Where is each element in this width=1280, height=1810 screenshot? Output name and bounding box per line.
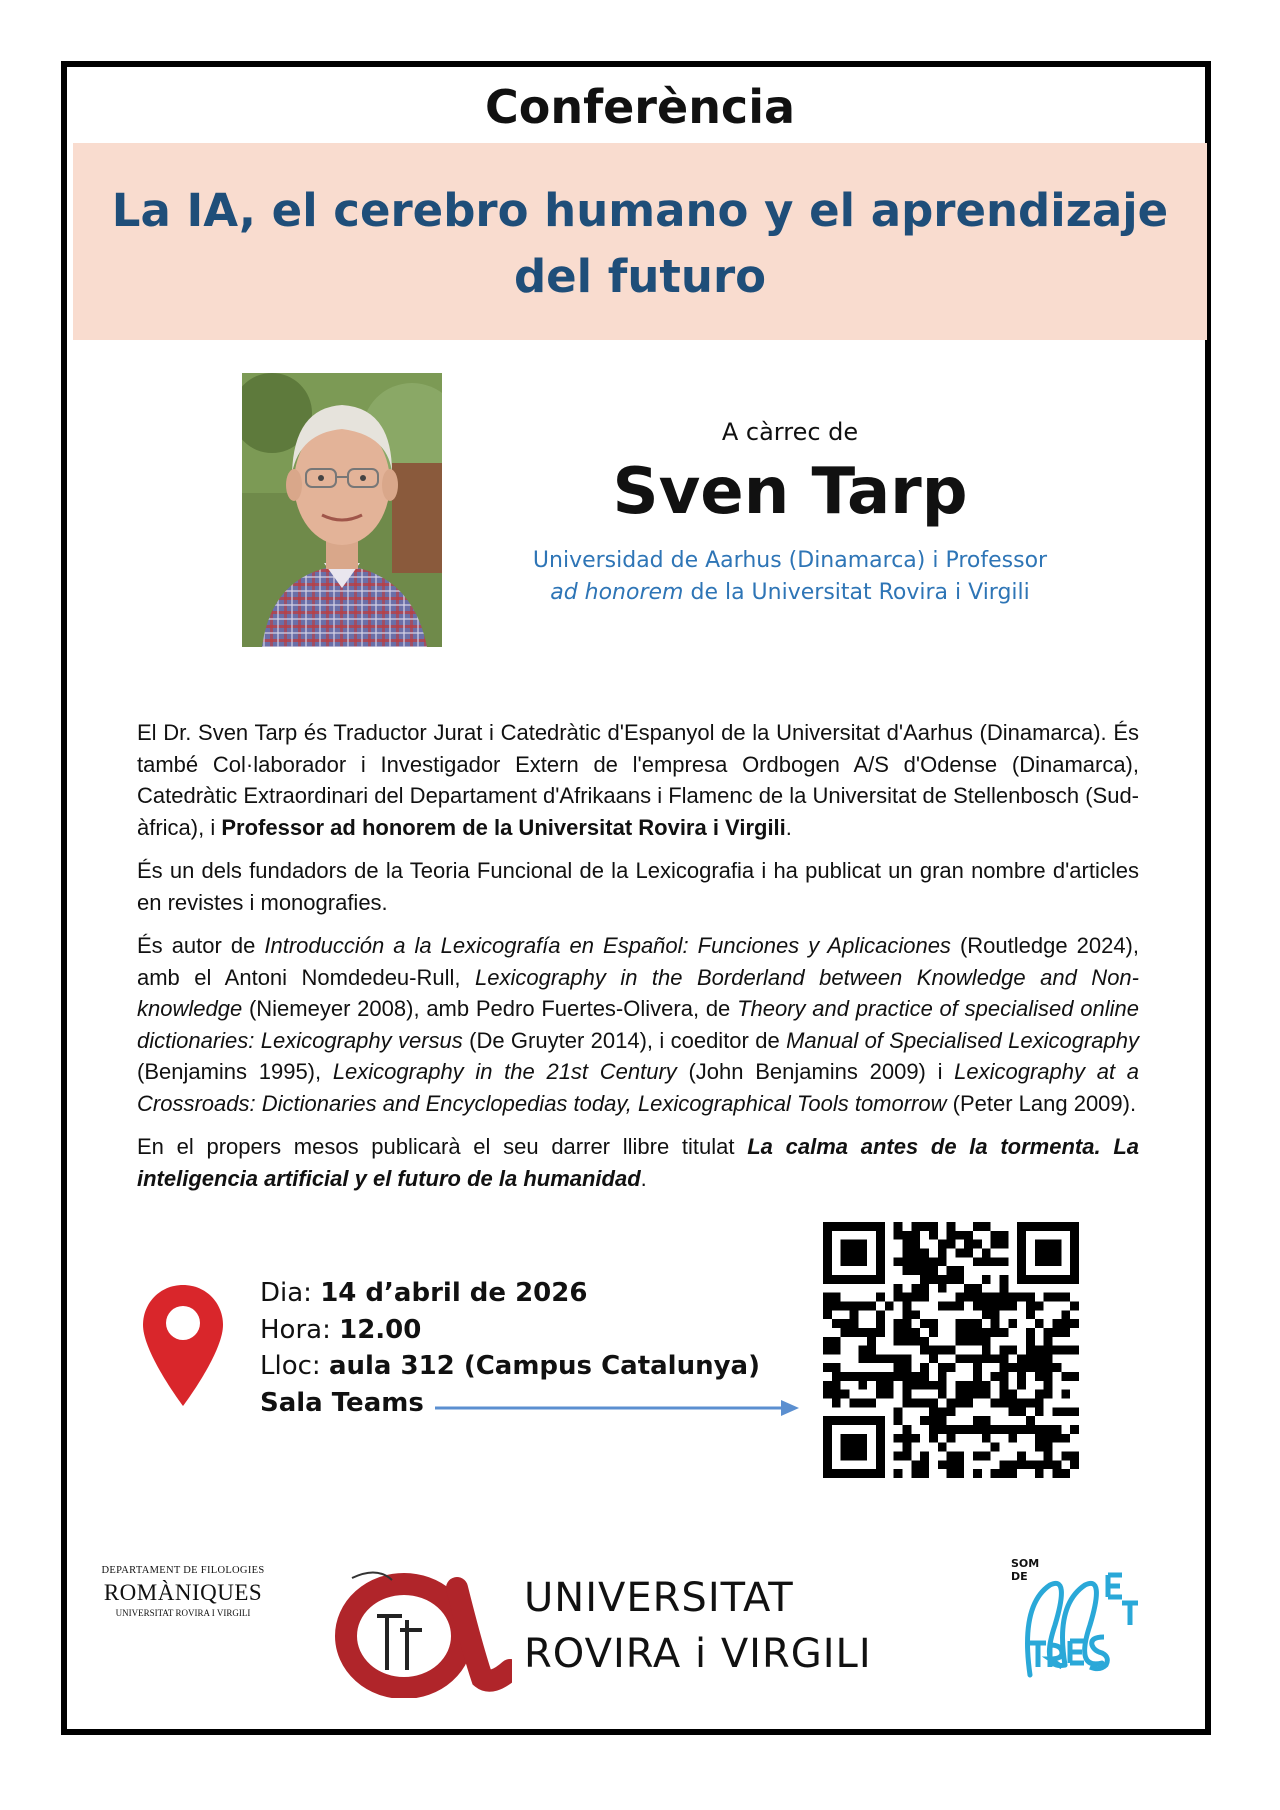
urv-line-2: ROVIRA i VIRGILI	[524, 1631, 872, 1677]
book-title: Lexicography in the 21st Century	[332, 1059, 677, 1084]
affiliation-line-2	[520, 577, 1060, 609]
urv-logo-text	[524, 1570, 872, 1682]
bio-paragraph-2: És un dels fundadors de la Teoria Funcional de la Lexicografia i ha publicat un gran nombre d'articles en revistes i monografies.	[137, 858, 1139, 915]
affiliation-italic: ad honorem	[550, 580, 684, 605]
department-logo	[98, 1565, 268, 1618]
som-de-lletres-logo	[1010, 1545, 1150, 1695]
bio-paragraph-4	[137, 1131, 1139, 1194]
bio-p3-text: (Routledge 2024), amb el Antoni Nomdedeu-Rull,	[137, 933, 1139, 990]
time-label: Hora:	[260, 1314, 340, 1345]
page-title: Conferència	[484, 80, 796, 134]
bio-p4-text: En el propers mesos publicarà el seu darrer llibre titulat	[137, 1134, 748, 1159]
book-title: Introducción a la Lexicografía en Español: Funciones y Aplicaciones	[264, 933, 951, 958]
speaker-affiliation	[520, 545, 1060, 609]
bio-p1-text: El Dr. Sven Tarp és Traductor Jurat i Catedràtic d'Espanyol de la Universitat d'Aarhus (Dinamarca). És també Col·laborador i Investigador Extern de l'empresa Ordbogen A/S d'Odense (Dinamarca), Catedràtic Extraordinari del Departament d'Afrikaans i Flamenc de la Universitat de Stellenbosch (Sud-àfrica), i	[137, 720, 1140, 840]
bio-p3-text: (Benjamins 1995),	[137, 1059, 333, 1084]
book-title: Lexicography at a Crossroads: Dictionaries and Encyclopedias today, Lexicographical Tools tomorrow	[137, 1059, 1139, 1116]
place-label: Lloc:	[260, 1351, 329, 1381]
teams-qr-code[interactable]	[823, 1222, 1079, 1478]
event-place	[260, 1348, 760, 1385]
book-title: Lexicography in the Borderland between Knowledge and Non-knowledge	[137, 964, 1139, 1021]
dept-line-1: DEPARTAMENT DE FILOLOGIES	[101, 1565, 265, 1576]
bio-p3-text: (John Benjamins 2009) i	[676, 1059, 955, 1084]
book-title: Theory and practice of specialised online dictionaries: Lexicography versus	[137, 996, 1139, 1053]
urv-line-1: UNIVERSITAT	[524, 1575, 794, 1621]
bio-p3-text: (Niemeyer 2008), amb Pedro Fuertes-Olivera, de	[242, 996, 738, 1021]
dept-line-2: ROMÀNIQUES	[103, 1580, 263, 1605]
speaker-photo	[242, 373, 442, 647]
de-label: DE	[1011, 1570, 1028, 1583]
day-label: Dia:	[260, 1278, 321, 1308]
bio-p1-end: .	[785, 814, 792, 840]
urv-logo-mark	[332, 1558, 512, 1698]
place-value: aula 312 (Campus Catalunya)	[328, 1351, 760, 1381]
speaker-biography	[137, 717, 1139, 1206]
bio-paragraph-3	[137, 930, 1139, 1119]
affiliation-rest: de la Universitat Rovira i Virgili	[683, 580, 1030, 605]
time-value: 12.00	[339, 1314, 422, 1345]
bio-p3-text: És autor de	[137, 933, 265, 958]
bio-p4-end: .	[640, 1165, 647, 1191]
bio-p4-book-title: La calma antes de la tormenta. La inteligencia artificial y el futuro de la humanidad	[137, 1134, 1139, 1191]
teams-label: Sala Teams	[260, 1387, 424, 1418]
affiliation-line-1: Universidad de Aarhus (Dinamarca) i Professor	[532, 548, 1048, 573]
event-time	[260, 1312, 760, 1349]
bio-p3-text: (Peter Lang 2009).	[946, 1090, 1137, 1116]
conference-subtitle: La IA, el cerebro humano y el aprendizaje del futuro	[111, 184, 1169, 303]
event-day	[260, 1275, 760, 1312]
bio-p1-bold: Professor ad honorem de la Universitat Rovira i Virgili	[221, 814, 786, 840]
book-title: Manual of Specialised Lexicography	[786, 1027, 1140, 1053]
som-label: SOM	[1011, 1557, 1040, 1570]
arrow-icon	[435, 1398, 801, 1422]
speaker-intro: A càrrec de	[721, 418, 859, 446]
day-value: 14 d’abril de 2026	[320, 1278, 588, 1308]
speaker-name: Sven Tarp	[612, 455, 968, 529]
bio-paragraph-1	[137, 717, 1139, 843]
location-pin-icon	[140, 1283, 226, 1412]
bio-p3-text: (De Gruyter 2014), i coeditor de	[462, 1027, 787, 1053]
dept-line-3: UNIVERSITAT ROVIRA I VIRGILI	[115, 1608, 251, 1618]
